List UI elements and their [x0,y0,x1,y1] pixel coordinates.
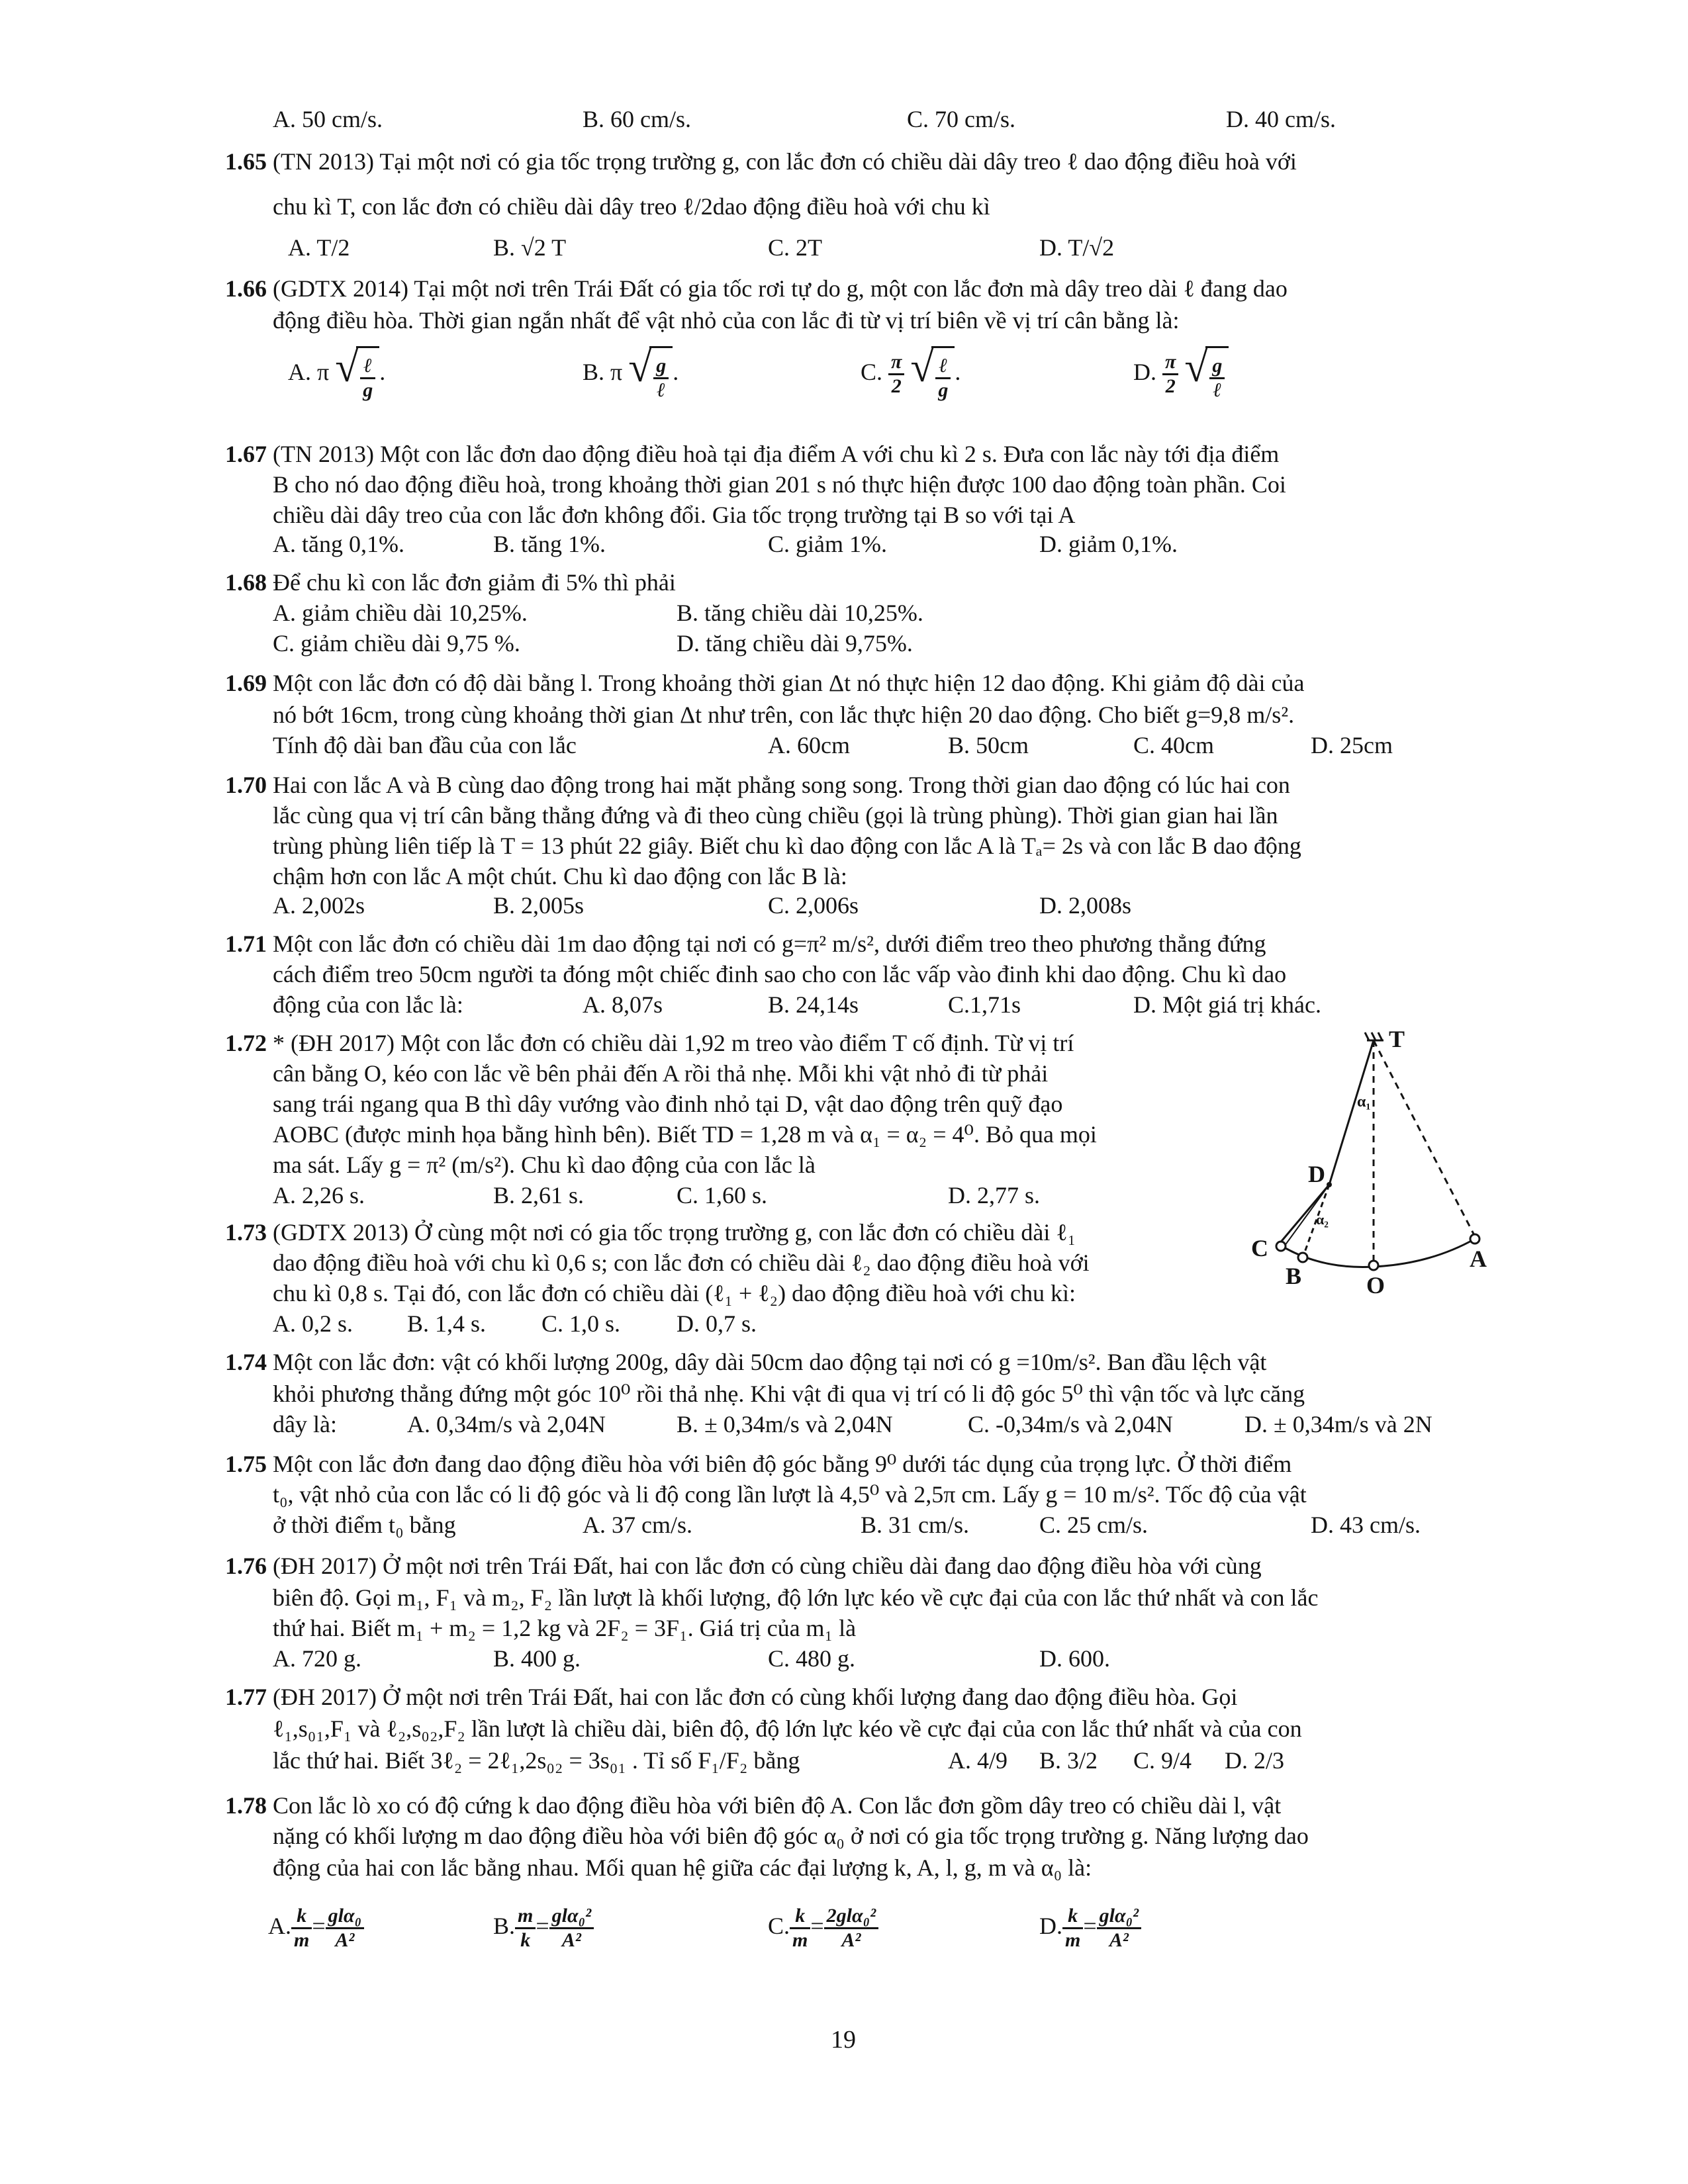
frac-numerator: k [1062,1905,1083,1929]
question-1-75 [225,1449,1291,1479]
label-alpha2: α₂ [1316,1211,1329,1228]
question-text-line: động điều hòa. Thời gian ngắn nhất để vật nhỏ của con lắc đi từ vị trí biên về vị trí cân bằng là: [273,307,1180,334]
question-number: 1.69 [225,670,267,696]
option-a [268,1899,364,1952]
question-1-65 [225,147,1297,176]
question-number: 1.73 [225,1219,267,1246]
option-b: B. 1,4 s. [407,1310,487,1337]
question-number: 1.68 [225,569,267,596]
sqrt-expression: √ $\frac{g}{\text{ℓ}}$ [628,346,673,402]
question-text-line: dây là: [273,1411,337,1437]
frac-denominator: A² [1109,1929,1129,1952]
frac-denominator: m [792,1929,808,1952]
question-number: 1.76 [225,1553,267,1579]
question-text: (GDTX 2014) Tại một nơi trên Trái Đất có gia tốc rơi tự do g, một con lắc đơn mà dây treo dài ℓ đang dao [273,275,1288,302]
frac-denominator: k [520,1929,531,1952]
sqrt-expression: √ $\frac{g}{\text{ℓ}}$ [1184,346,1229,402]
option-b: B. 2,61 s. [493,1182,585,1208]
option-c: C. giảm chiều dài 9,75 %. [273,630,520,657]
question-text: (ĐH 2017) Ở một nơi trên Trái Đất, hai con lắc đơn có cùng khối lượng đang dao động điều hòa. Gọi [273,1684,1238,1710]
question-1-70 [225,770,1290,799]
option-b: B. tăng chiều dài 10,25%. [677,600,923,626]
frac-numerator: glα₀² [549,1905,594,1929]
question-text-line: sang trái ngang qua B thì dây vướng vào đinh nhỏ tại D, vật dao động trên quỹ đạo [273,1091,1063,1117]
frac-denominator: 2 [1165,375,1176,398]
top-option-b: B. 60 cm/s. [583,106,692,132]
string-TA [1374,1040,1476,1239]
option-d: D. 2/3 [1225,1747,1284,1774]
option-d: D. ± 0,34m/s và 2N [1244,1411,1432,1437]
option-d: D. 2,77 s. [948,1182,1041,1208]
frac-numerator: g [653,355,669,379]
option-d: D. 25cm [1311,732,1393,758]
frac-denominator: ℓ [657,379,666,402]
string-TD [1329,1040,1374,1185]
option-d [1039,1899,1141,1952]
question-1-71 [225,929,1266,958]
option-a: A. 60cm [768,732,850,758]
question-text-line: ℓ₁,s₀₁,F₁ và ℓ₂,s₀₂,F₂ lần lượt là chiều dài, biên độ, độ lớn lực kéo về cực đại của con lắc thứ nhất và của con [273,1715,1302,1742]
frac-numerator: k [291,1905,312,1929]
question-text-line: t₀, vật nhỏ của con lắc có li độ góc và li độ cong lần lượt là 4,5⁰ và 2,5π cm. Lấy g = 10 m/s². Tốc độ của vật [273,1481,1307,1508]
option-label: A. [268,1913,291,1939]
question-text-line: cân bằng O, kéo con lắc về bên phải đến A rồi thả nhẹ. Mỗi khi vật nhỏ đi từ phải [273,1060,1049,1087]
option-a: A. T/2 [288,234,350,261]
frac-numerator: m [515,1905,536,1929]
equals-sign: = [536,1913,549,1939]
question-text: Một con lắc đơn đang dao động điều hòa với biên độ góc bằng 9⁰ dưới tác dụng của trọng lực. Ở thời điểm [273,1451,1292,1477]
question-text-line: động của con lắc là: [273,991,463,1018]
option-a: A. 0,34m/s và 2,04N [407,1411,606,1437]
option-b: B. 2,005s [493,892,585,919]
question-text-line: chu kì T, con lắc đơn có chiều dài dây treo ℓ/2dao động điều hoà với chu kì [273,193,990,220]
ball-B [1298,1253,1307,1262]
frac-denominator: A² [561,1929,581,1952]
equals-sign: = [1083,1913,1097,1939]
frac-numerator: π [1162,351,1178,375]
question-text: (ĐH 2017) Ở một nơi trên Trái Đất, hai con lắc đơn có cùng chiều dài đang dao động điều hòa với cùng [273,1553,1262,1579]
option-c: C. 9/4 [1133,1747,1192,1774]
option-c: C. -0,34m/s và 2,04N [968,1411,1173,1437]
hatch-1 [1365,1032,1369,1040]
question-text-line: khỏi phương thẳng đứng một góc 10⁰ rồi thả nhẹ. Khi vật đi qua vị trí có li độ góc 5⁰ thì vận tốc và lực căng [273,1381,1305,1407]
option-c: C. 40cm [1133,732,1214,758]
frac-denominator: ℓ [1213,379,1222,402]
trajectory-arc [1286,1239,1475,1267]
option-c: C. 1,60 s. [677,1182,768,1208]
question-text-line: B cho nó dao động điều hoà, trong khoảng thời gian 201 s nó thực hiện được 100 dao động toàn phần. Coi [273,471,1286,498]
question-text: Một con lắc đơn có độ dài bằng l. Trong khoảng thời gian Δt nó thực hiện 12 dao động. Khi giảm độ dài của [273,670,1305,696]
question-number: 1.78 [225,1792,267,1819]
question-text: (GDTX 2013) Ở cùng một nơi có gia tốc trọng trường g, con lắc đơn có chiều dài ℓ₁ [273,1219,1076,1246]
question-number: 1.70 [225,772,267,798]
question-1-67 [225,439,1279,469]
question-text-line: chậm hơn con lắc A một chút. Chu kì dao động con lắc B là: [273,863,847,889]
option-a: A. 2,26 s. [273,1182,365,1208]
question-text-line: dao động điều hoà với chu kì 0,6 s; con lắc đơn có chiều dài ℓ₂ dao động điều hoà với [273,1250,1090,1276]
option-d [1133,345,1229,402]
option-d: D. T/√2 [1039,234,1115,261]
pendulum-figure [1244,1026,1496,1304]
question-text: Con lắc lò xo có độ cứng k dao động điều hòa với biên độ A. Con lắc đơn gồm dây treo có chiều dài l, vật [273,1792,1282,1819]
question-text: Hai con lắc A và B cùng dao động trong hai mặt phẳng song song. Trong thời gian dao động có lúc hai con [273,772,1290,798]
question-text-line: nặng có khối lượng m dao động điều hòa với biên độ góc α₀ ở nơi có gia tốc trọng trường g. Năng lượng dao [273,1823,1309,1849]
question-number: 1.74 [225,1349,267,1375]
frac-denominator: A² [335,1929,355,1952]
question-text-line: lắc thứ hai. Biết 3ℓ₂ = 2ℓ₁,2s₀₂ = 3s₀₁ . Tỉ số F₁/F₂ bằng [273,1747,800,1774]
option-label: A. π [288,359,330,385]
nail-D [1327,1182,1332,1187]
label-B: B [1286,1263,1302,1289]
option-b: B. 24,14s [768,991,859,1018]
question-text: Để chu kì con lắc đơn giảm đi 5% thì phải [273,569,676,596]
question-text: Một con lắc đơn có chiều dài 1m dao động tại nơi có g=π² m/s², dưới điểm treo theo phương thẳng đứng [273,931,1266,957]
option-b: B. tăng 1%. [493,531,606,557]
option-a: A. π √ $\frac{\text{ℓ}}{g}$ . [288,343,386,402]
ball-O [1369,1261,1378,1270]
equals-sign: = [810,1913,824,1939]
page-number: 19 [831,2026,856,2054]
question-text-line: AOBC (được minh họa bằng hình bên). Biết TD = 1,28 m và α₁ = α₂ = 4⁰. Bỏ qua mọi [273,1121,1097,1148]
option-d: D. 600. [1039,1645,1110,1672]
question-text: * (ĐH 2017) Một con lắc đơn có chiều dài 1,92 m treo vào điểm T cố định. Từ vị trí [273,1030,1074,1056]
option-label: D. [1133,359,1156,385]
equals-sign: = [312,1913,326,1939]
question-text-line: cách điểm treo 50cm người ta đóng một chiếc đinh sao cho con lắc vấp vào đinh khi dao động. Chu kì dao [273,961,1287,987]
question-text-line: động của hai con lắc bằng nhau. Mối quan hệ giữa các đại lượng k, A, l, g, m và α₀ là: [273,1854,1092,1881]
question-text-line: Tính độ dài ban đầu của con lắc [273,732,577,758]
question-text-line: trùng phùng liên tiếp là T = 13 phút 22 giây. Biết chu kì dao động con lắc A là Tₐ= 2s và con lắc B dao động [273,833,1301,859]
option-c: C. giảm 1%. [768,531,887,557]
question-1-78 [225,1791,1281,1820]
option-b: B. 3/2 [1039,1747,1098,1774]
frac-numerator: ℓ [360,355,375,379]
option-b: B. π √ $\frac{g}{\text{ℓ}}$ . [583,343,679,402]
option-label: C. [768,1913,790,1939]
question-text-line: ma sát. Lấy g = π² (m/s²). Chu kì dao động của con lắc là [273,1152,816,1178]
label-A: A [1470,1246,1487,1272]
question-number: 1.71 [225,931,267,957]
option-a: A. 2,002s [273,892,365,919]
label-T: T [1389,1026,1405,1052]
question-1-69 [225,668,1305,698]
option-a: A. tăng 0,1%. [273,531,404,557]
option-b: B. 31 cm/s. [861,1512,970,1538]
option-a: A. 8,07s [583,991,663,1018]
question-number: 1.65 [225,148,267,175]
frac-numerator: ℓ [935,355,951,379]
frac-denominator: m [294,1929,310,1952]
option-c: C. 25 cm/s. [1039,1512,1149,1538]
label-O: O [1366,1272,1385,1298]
question-text-line: biên độ. Gọi m₁, F₁ và m₂, F₂ lần lượt là khối lượng, độ lớn lực kéo về cực đại của con lắc thứ nhất và con lắc [273,1584,1319,1611]
option-b: B. √2 T [493,234,567,261]
question-text-line: nó bớt 16cm, trong cùng khoảng thời gian Δt như trên, con lắc thực hiện 20 dao động. Cho biết g=9,8 m/s². [273,702,1295,728]
question-text-line: thứ hai. Biết m₁ + m₂ = 1,2 kg và 2F₂ = 3F₁. Giá trị của m₁ là [273,1615,857,1641]
hatch-3 [1378,1032,1382,1040]
option-a: A. giảm chiều dài 10,25%. [273,600,528,626]
option-b [493,1899,594,1952]
question-1-77 [225,1682,1237,1711]
option-label: C. [861,359,883,385]
option-d: D. 0,7 s. [677,1310,757,1337]
question-1-66 [225,274,1288,303]
option-a: A. 37 cm/s. [583,1512,692,1538]
hatch-2 [1372,1032,1376,1040]
option-d: D. tăng chiều dài 9,75%. [677,630,913,657]
option-b: B. 50cm [948,732,1029,758]
option-d: D. 43 cm/s. [1311,1512,1421,1538]
top-option-d: D. 40 cm/s. [1226,106,1336,132]
question-1-68 [225,568,676,597]
frac-numerator: glα₀ [326,1905,364,1929]
top-option-c: C. 70 cm/s. [907,106,1016,132]
option-a: A. 0,2 s. [273,1310,353,1337]
label-alpha1: α₁ [1357,1093,1371,1111]
frac-numerator: g [1209,355,1225,379]
option-c: C. 2T [768,234,823,261]
option-label: B. [493,1913,516,1939]
question-1-72 [225,1028,1074,1058]
question-text-line: chiều dài dây treo của con lắc đơn không đổi. Gia tốc trọng trường tại B so với tại A [273,502,1076,528]
label-C: C [1251,1235,1268,1261]
question-number: 1.77 [225,1684,267,1710]
option-c [768,1899,878,1952]
frac-denominator: A² [841,1929,861,1952]
frac-numerator: π [888,351,904,375]
question-text: (TN 2013) Một con lắc đơn dao động điều hoà tại địa điểm A với chu kì 2 s. Đưa con lắc này tới địa điểm [273,441,1280,467]
question-number: 1.75 [225,1451,267,1477]
question-1-73 [225,1218,1076,1247]
frac-numerator: glα₀² [1097,1905,1141,1929]
question-number: 1.72 [225,1030,267,1056]
question-text-line: ở thời điểm t₀ bằng [273,1512,456,1538]
question-text-line: chu kì 0,8 s. Tại đó, con lắc đơn có chiều dài (ℓ₁ + ℓ₂) dao động điều hoà với chu kì: [273,1280,1076,1306]
question-1-76 [225,1551,1262,1580]
frac-denominator: 2 [891,375,902,398]
option-a: A. 4/9 [948,1747,1008,1774]
option-c: C. 480 g. [768,1645,856,1672]
option-label: D. [1039,1913,1062,1939]
frac-numerator: k [790,1905,810,1929]
sqrt-expression: √ $\frac{\text{ℓ}}{g}$ [335,346,379,402]
question-number: 1.67 [225,441,267,467]
question-number: 1.66 [225,275,267,302]
top-option-a: A. 50 cm/s. [273,106,383,132]
option-d: D. giảm 0,1%. [1039,531,1178,557]
question-1-74 [225,1347,1266,1377]
option-c: C.1,71s [948,991,1021,1018]
option-c: C. $\frac{\pi}{2}$ √ $\frac{\text{ℓ}}{g}$ . [861,343,961,402]
ball-A [1470,1234,1479,1244]
option-b: B. ± 0,34m/s và 2,04N [677,1411,893,1437]
frac-denominator: m [1065,1929,1081,1952]
option-b: B. 400 g. [493,1645,581,1672]
label-D: D [1308,1161,1325,1187]
frac-denominator: g [938,379,949,402]
frac-numerator: 2glα₀² [824,1905,878,1929]
question-text: Một con lắc đơn: vật có khối lượng 200g, dây dài 50cm dao động tại nơi có g =10m/s². Ban đầu lệch vật [273,1349,1267,1375]
sqrt-expression: √ $\frac{\text{ℓ}}{g}$ [910,346,955,402]
ball-C [1276,1242,1286,1251]
question-text: (TN 2013) Tại một nơi có gia tốc trọng trường g, con lắc đơn có chiều dài dây treo ℓ dao động điều hoà với [273,148,1297,175]
option-d: D. 2,008s [1039,892,1132,919]
option-a: A. 720 g. [273,1645,361,1672]
frac-denominator: g [363,379,373,402]
question-text-line: lắc cùng qua vị trí cân bằng thẳng đứng và đi theo cùng chiều (gọi là trùng phùng). Thời gian gian hai lần [273,802,1278,829]
option-c: C. 1,0 s. [541,1310,621,1337]
option-label: B. π [583,359,623,385]
option-c: C. 2,006s [768,892,859,919]
option-d: D. Một giá trị khác. [1133,991,1321,1018]
